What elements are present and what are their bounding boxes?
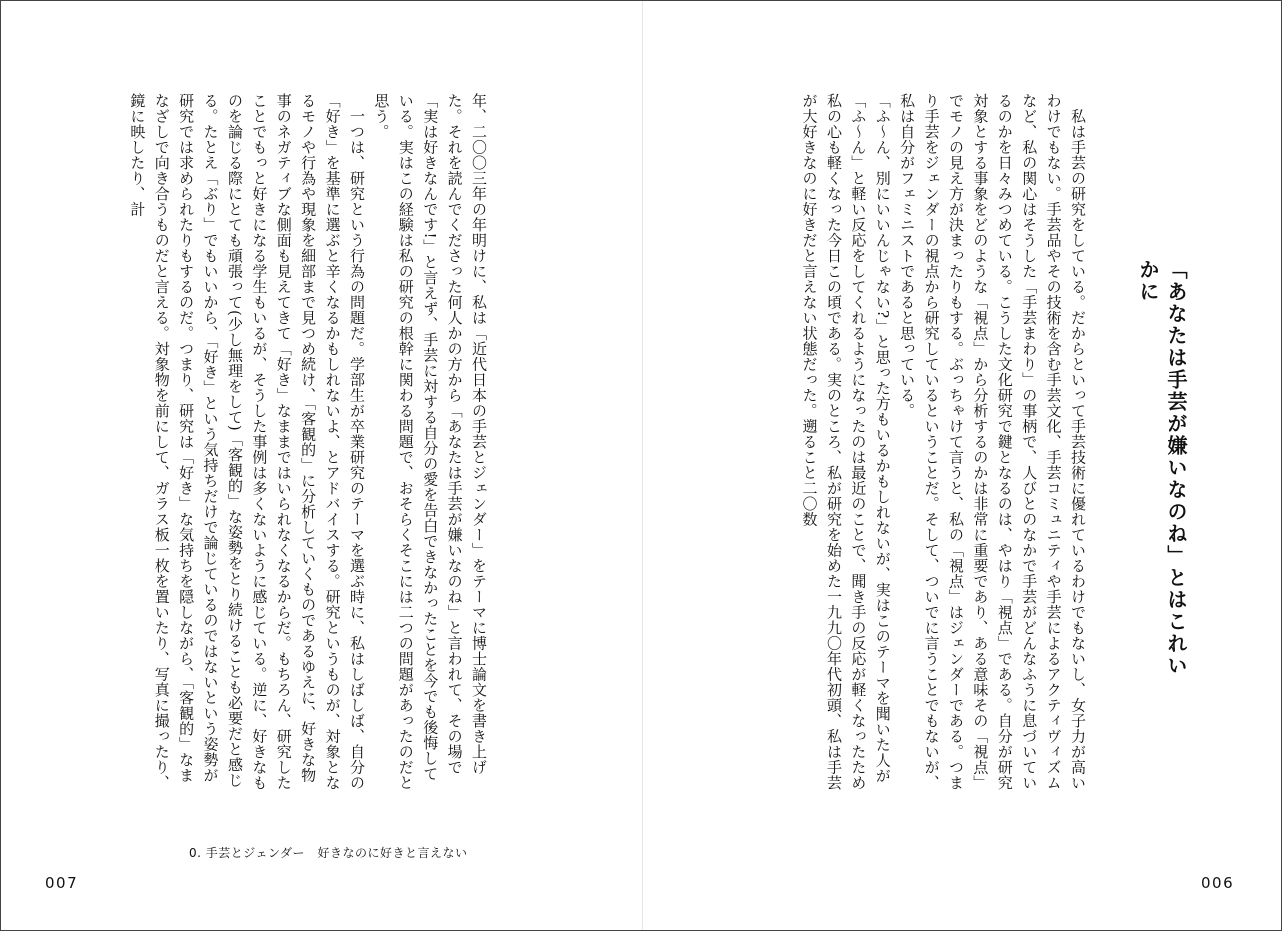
page-fold bbox=[642, 1, 643, 930]
left-page-body: 年、二〇〇三年の年明けに、私は「近代日本の手芸とジェンダー」をテーマに博士論文を書き上げた。それを読んでくださった何人かの方から「あなたは手芸が嫌いなのね」と言われて、その場で「実は好きなんです!」と言えず、手芸に対する自分の愛を告白できなかったことを今でも後悔している。実はこの経験は私の研究の根幹に関わる問題で、おそらくそこには二つの問題があったのだと思う。 一つは、研究という行為の問題だ。学部生が卒業研究のテーマを選ぶ時に、私はしばしば、自分の「好き」を基準に選ぶと辛くなるかもしれないよ、とアドバイスする。研究というものが、対象となるモノや行為や現象を細部まで見つめ続け、「客観的」に分析していくものであるゆえに、好きな物事のネガティブな側面も見えてきて「好き」なままではいられなくなるからだ。もちろん、研究したことでもっと好きになる学生もいるが、そうした事例は多くないように感じている。逆に、好きなものを論じる際にとても頑張って(少し無理をして)「客観的」な姿勢をとり続けることも必要だと感じる。たとえ「ぶり」でもいいから、「好き」という気持ちだけで論じているのではないという姿勢が研究では求められたりもするのだ。つまり、研究は「好き」な気持ちを隠しながら、「客観的」なまなざしで向き合うものだと言える。対象物を前にして、ガラス板一枚を置いたり、写真に撮ったり、鏡に映したり、計 bbox=[128, 93, 488, 791]
page-number-right: 006 bbox=[1201, 874, 1235, 892]
right-page-body: 私は手芸の研究をしている。だからといって手芸技術に優れているわけでもないし、女子力が高いわけでもない。手芸品やその技術を含む手芸文化、手芸コミュニティや手芸によるアクティヴィズムなど、私の関心はそうした「手芸まわり」の事柄で、人びとのなかで手芸がどんなふうに息づいているのかを日々みつめている。こうした文化研究で鍵となるのは、やはり「視点」である。自分が研究対象とする事象をどのような「視点」から分析するのかは非常に重要であり、ある意味その「視点」でモノの見え方が決まったりもする。ぶっちゃけて言うと、私の「視点」はジェンダーである。つまり手芸をジェンダーの視点から研究しているということだ。そして、ついでに言うことでもないが、私は自分がフェミニストであると思っている。 「ふ〜ん、別にいいんじゃない?」と思った方もいるかもしれないが、実はこのテーマを聞いた人が「ふ〜ん」と軽い反応をしてくれるようになったのは最近のことで、聞き手の反応が軽くなったため私の心も軽くなった今日この頃である。実のところ、私が研究を始めた一九九〇年代初頭、私は手芸が大好きなのに好きだと言えない状態だった。遡ること二〇数 bbox=[800, 93, 1087, 791]
section-heading: 「あなたは手芸が嫌いなのね」とはこれいかに bbox=[1136, 259, 1188, 677]
page-number-left: 007 bbox=[45, 874, 79, 892]
running-head: 0. 手芸とジェンダー 好きなのに好きと言えない bbox=[189, 846, 468, 860]
